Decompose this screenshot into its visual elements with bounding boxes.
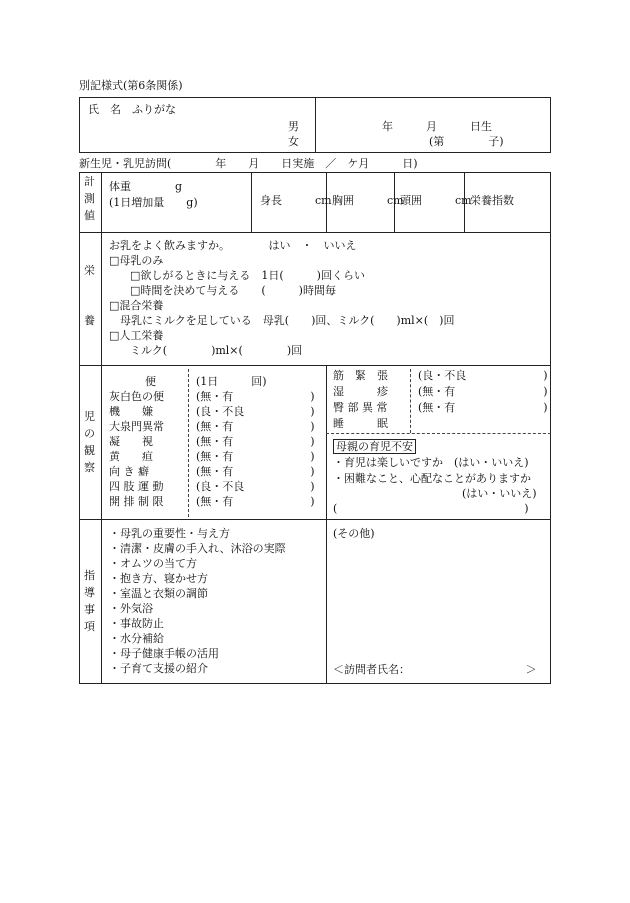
birth-date[interactable]: 年 月 日生 bbox=[382, 120, 492, 133]
obs-label: 大泉門異常 bbox=[109, 420, 164, 433]
row-divider-2 bbox=[79, 365, 551, 366]
obs-center-divider bbox=[326, 365, 327, 684]
label-char: 児 bbox=[84, 410, 95, 423]
birth-order[interactable]: (第 子) bbox=[429, 135, 504, 148]
obs-label: 灰白色の便 bbox=[109, 390, 164, 403]
enjoy-parenting-question[interactable]: ・育児は楽しいですか (はい・いいえ) bbox=[333, 456, 529, 469]
label-char: 栄 bbox=[84, 264, 95, 277]
obs-value[interactable]: (無・有 ) bbox=[196, 420, 315, 433]
obs-value[interactable]: (良・不良 ) bbox=[196, 405, 315, 418]
label-char: 値 bbox=[84, 209, 95, 222]
name-divider bbox=[315, 97, 316, 153]
meas-divider-1 bbox=[251, 172, 252, 232]
on-demand-option[interactable]: □欲しがるときに与える 1日( )回くらい bbox=[130, 269, 365, 282]
obs-right-dashed-divider bbox=[410, 369, 411, 433]
guidance-item[interactable]: ・清潔・皮膚の手入れ、沐浴の実際 bbox=[109, 542, 286, 555]
obs-left-dashed-divider bbox=[188, 369, 189, 517]
label-char: 事 bbox=[84, 603, 95, 616]
daily-gain-field[interactable]: (1日増加量 g) bbox=[109, 196, 198, 209]
row-divider-1 bbox=[79, 232, 551, 233]
guidance-item[interactable]: ・事故防止 bbox=[109, 617, 164, 630]
height-field[interactable]: 身長 cm bbox=[260, 194, 332, 207]
mixed-detail[interactable]: 母乳にミルクを足している 母乳( )回、ミルク( )ml×( )回 bbox=[120, 314, 455, 327]
obs-right-value[interactable]: (無・有 ) bbox=[418, 401, 548, 414]
label-char: 察 bbox=[84, 461, 95, 474]
formula-option[interactable]: □人工栄養 bbox=[109, 329, 164, 342]
guidance-item[interactable]: ・子育て支援の紹介 bbox=[109, 662, 208, 675]
chest-field[interactable]: 胸囲 cm bbox=[332, 194, 404, 207]
obs-value[interactable]: (無・有 ) bbox=[196, 450, 315, 463]
scheduled-option[interactable]: □時間を決めて与える ( )時間毎 bbox=[130, 284, 336, 297]
form-header: 別記様式(第6条関係) bbox=[79, 79, 183, 92]
male-label[interactable]: 男 bbox=[288, 120, 299, 133]
obs-value[interactable]: (無・有 ) bbox=[196, 390, 315, 403]
guidance-item[interactable]: ・水分補給 bbox=[109, 632, 164, 645]
label-char: 指 bbox=[84, 569, 95, 582]
row-divider-3 bbox=[79, 519, 551, 520]
mixed-feeding-option[interactable]: □混合栄養 bbox=[109, 299, 164, 312]
difficulty-question[interactable]: ・困難なこと、心配なことがありますか bbox=[333, 472, 531, 485]
obs-right-value[interactable]: (良・不良 ) bbox=[418, 369, 548, 382]
formula-detail[interactable]: ミルク( )ml×( )回 bbox=[130, 344, 303, 357]
label-char: 計 bbox=[84, 175, 95, 188]
obs-right-label: 臀 部 異 常 bbox=[333, 401, 388, 414]
difficulty-answer[interactable]: (はい・いいえ) bbox=[462, 487, 537, 500]
obs-right-label: 睡 眠 bbox=[333, 417, 388, 430]
guidance-item[interactable]: ・オムツの当て方 bbox=[109, 557, 197, 570]
label-char: の bbox=[84, 427, 95, 440]
difficulty-detail[interactable]: ( ) bbox=[333, 502, 529, 515]
breastmilk-only-option[interactable]: □母乳のみ bbox=[109, 254, 164, 267]
obs-label: 向 き 癖 bbox=[109, 465, 149, 478]
obs-label: 開 排 制 限 bbox=[109, 495, 164, 508]
visit-line[interactable]: 新生児・乳児訪問( 年 月 日実施 ／ ケ月 日) bbox=[79, 157, 418, 170]
obs-label: 便 bbox=[145, 375, 156, 388]
nutrition-question[interactable]: お乳をよく飲みますか。 はい ・ いいえ bbox=[109, 239, 357, 252]
guidance-item[interactable]: ・母子健康手帳の活用 bbox=[109, 647, 219, 660]
visitor-name[interactable]: ＜訪問者氏名： ＞ bbox=[333, 663, 537, 676]
obs-value[interactable]: (1日 回) bbox=[196, 375, 267, 388]
guidance-item[interactable]: ・室温と衣類の調節 bbox=[109, 587, 208, 600]
obs-right-dashed-line bbox=[326, 433, 551, 434]
guidance-item[interactable]: ・外気浴 bbox=[109, 602, 153, 615]
obs-value[interactable]: (無・有 ) bbox=[196, 435, 315, 448]
label-char: 観 bbox=[84, 444, 95, 457]
obs-label: 黄 疸 bbox=[109, 450, 153, 463]
obs-value[interactable]: (無・有 ) bbox=[196, 465, 315, 478]
obs-label: 機 嫌 bbox=[109, 405, 153, 418]
guidance-item[interactable]: ・母乳の重要性・与え方 bbox=[109, 527, 230, 540]
label-char: 導 bbox=[84, 586, 95, 599]
obs-right-value[interactable]: (無・有 ) bbox=[418, 385, 548, 398]
name-label: 氏 名 ふりがな bbox=[88, 103, 176, 116]
label-char: 項 bbox=[84, 620, 95, 633]
other-notes[interactable]: (その他) bbox=[333, 527, 375, 540]
label-char: 養 bbox=[84, 314, 95, 327]
female-label[interactable]: 女 bbox=[288, 135, 299, 148]
obs-label: 四 肢 運 動 bbox=[109, 480, 164, 493]
obs-value[interactable]: (無・有 ) bbox=[196, 495, 315, 508]
guidance-item[interactable]: ・抱き方、寝かせ方 bbox=[109, 572, 208, 585]
obs-label: 凝 視 bbox=[109, 435, 153, 448]
nutrition-index-field[interactable]: 栄養指数 bbox=[470, 194, 514, 207]
obs-right-label: 湿 疹 bbox=[333, 385, 388, 398]
label-char: 測 bbox=[84, 192, 95, 205]
head-field[interactable]: 頭囲 cm bbox=[400, 194, 472, 207]
weight-field[interactable]: 体重 g bbox=[109, 180, 183, 193]
obs-right-label: 筋 緊 張 bbox=[333, 369, 388, 382]
label-column-divider bbox=[101, 172, 102, 684]
obs-value[interactable]: (良・不良 ) bbox=[196, 480, 315, 493]
mother-anxiety-title: 母親の育児不安 bbox=[333, 439, 416, 454]
